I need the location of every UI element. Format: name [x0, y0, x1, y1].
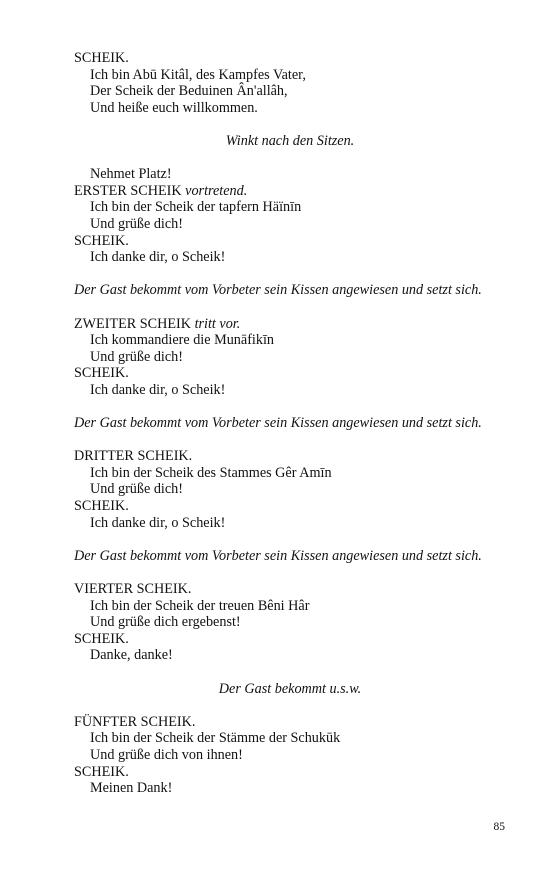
stage-direction: Winkt nach den Sitzen. — [225, 132, 355, 149]
verse-line: Und grüße dich! — [90, 348, 183, 365]
speaker-line — [74, 183, 506, 200]
verse-line: Ich kommandiere die Munāfikīn — [90, 332, 274, 349]
verse-line: Und grüße dich! — [90, 215, 183, 232]
blank-line — [74, 266, 506, 283]
verse-line: Meinen Dank! — [90, 780, 173, 797]
verse-line: Ich danke dir, o Scheik! — [90, 249, 226, 266]
speaker-name: FÜNFTER SCHEIK. — [74, 713, 196, 730]
speaker-line — [74, 365, 506, 382]
speaker-name: ZWEITER SCHEIK — [74, 315, 192, 332]
speaker-name: SCHEIK. — [74, 50, 129, 66]
page-number: 85 — [493, 821, 505, 833]
verse-line: Ich danke dir, o Scheik! — [90, 381, 226, 398]
stage-direction-inline: vortretend. — [185, 182, 248, 199]
verse-line: Und grüße dich von ihnen! — [90, 746, 243, 763]
speaker-name: SCHEIK. — [74, 365, 129, 382]
blank-line — [74, 664, 506, 681]
play-text — [74, 50, 506, 797]
blank-line — [74, 116, 506, 133]
blank-line — [74, 299, 506, 316]
verse-line: Nehmet Platz! — [90, 166, 172, 183]
blank-line — [74, 150, 506, 167]
speaker-line — [74, 448, 506, 465]
blank-line — [74, 564, 506, 581]
verse-line: Danke, danke! — [90, 647, 173, 664]
verse-line: Ich bin der Scheik der treuen Bêni Hâr — [90, 597, 310, 614]
verse-line: Und heiße euch willkommen. — [90, 99, 258, 116]
verse-line: Und grüße dich ergebenst! — [90, 614, 241, 631]
speaker-name: ERSTER SCHEIK — [74, 182, 182, 199]
verse-line: Ich bin der Scheik der tapfern Häïnīn — [90, 199, 302, 216]
blank-line — [74, 697, 506, 714]
blank-line — [74, 432, 506, 449]
stage-direction: Der Gast bekommt vom Vorbeter sein Kissen angewiesen und setzt sich. — [74, 415, 482, 432]
verse-line: Der Scheik der Beduinen Ân'allâh, — [90, 83, 288, 100]
speaker-name: SCHEIK. — [74, 630, 129, 647]
speaker-line — [74, 50, 506, 67]
speaker-line — [74, 764, 506, 781]
speaker-line — [74, 714, 506, 731]
stage-direction: Der Gast bekommt u.s.w. — [218, 680, 362, 697]
speaker-line — [74, 631, 506, 648]
verse-line: Ich bin der Scheik der Stämme der Schukūk — [90, 730, 341, 747]
verse-line: Ich bin der Scheik des Stammes Gêr Amīn — [90, 464, 332, 481]
stage-direction: Der Gast bekommt vom Vorbeter sein Kissen angewiesen und setzt sich. — [74, 547, 482, 564]
speaker-line — [74, 233, 506, 250]
stage-direction: Der Gast bekommt vom Vorbeter sein Kissen angewiesen und setzt sich. — [74, 282, 482, 299]
verse-line: Und grüße dich! — [90, 481, 183, 498]
blank-line — [74, 531, 506, 548]
speaker-line — [74, 498, 506, 515]
speaker-name: SCHEIK. — [74, 498, 129, 515]
speaker-name: SCHEIK. — [74, 232, 129, 249]
speaker-line — [74, 581, 506, 598]
speaker-name: VIERTER SCHEIK. — [74, 581, 192, 597]
speaker-name: SCHEIK. — [74, 763, 129, 780]
verse-line: Ich bin Abū Kitâl, des Kampfes Vater, — [90, 66, 306, 83]
speaker-line — [74, 316, 506, 333]
blank-line — [74, 398, 506, 415]
speaker-name: DRITTER SCHEIK. — [74, 448, 193, 465]
verse-line: Ich danke dir, o Scheik! — [90, 514, 226, 531]
stage-direction-inline: tritt vor. — [194, 315, 241, 332]
